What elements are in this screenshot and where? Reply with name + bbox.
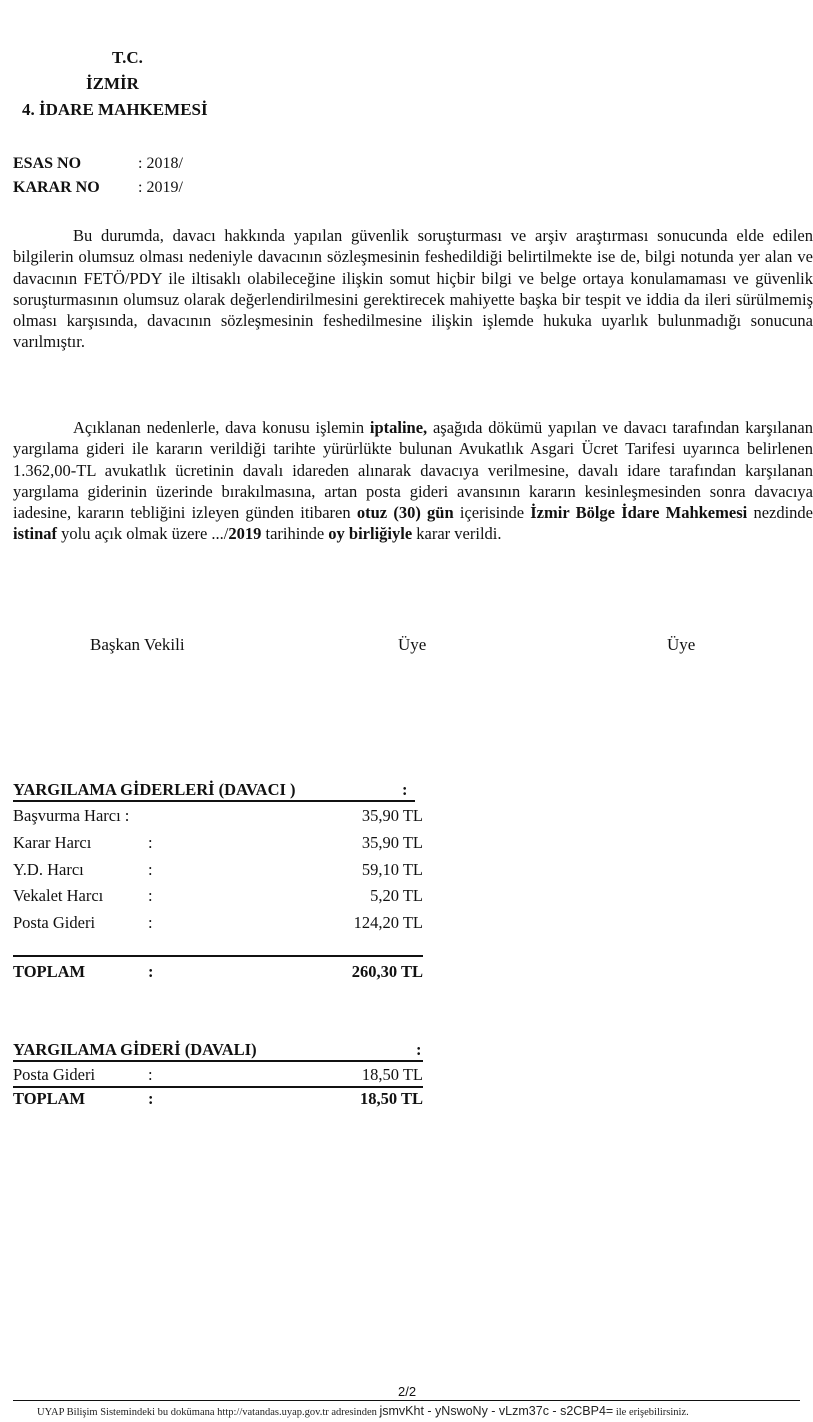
- expense-row: [13, 1065, 423, 1087]
- expense-label: Y.D. Harcı: [13, 860, 84, 879]
- signature-chair: Başkan Vekili: [90, 635, 185, 654]
- expense-row: [13, 886, 423, 908]
- total-label: TOPLAM: [13, 962, 86, 981]
- expense-label: Posta Gideri: [13, 913, 96, 932]
- expense-value: 35,90 TL: [361, 806, 423, 825]
- expense-colon: :: [148, 1065, 153, 1084]
- expense-label: Vekalet Harcı: [13, 886, 104, 905]
- paragraph-findings: Bu durumda, davacı hakkında yapılan güvenlik soruşturması ve arşiv araştırması sonucunda elde edilen bilgilerin olumsuz olması nedeniyle davacının sözleşmesinin feshedildiği belirtilmekte ise de, bilgi notunda yer alan ve davacının FETÖ/PDY ile iltisaklı olabileceğine ilişkin somut hiçbir bilgi ve belge ortaya konulamaması ve güvenlik soruşturmasının olumsuz olarak değerlendirilmesini gerektirecek mahiyette başka bir tespit ve iddia da ileri sürülmemiş olması karşısında, davacının sözleşmesinin feshedilmesine ilişkin işlemde hukuka uyarlık bulunmadığı sonucuna varılmıştır.: [13, 226, 813, 352]
- footer-rule: [13, 1400, 800, 1401]
- signature-member-1: Üye: [398, 635, 427, 654]
- davali-total-row: [13, 1089, 423, 1111]
- total-colon: :: [148, 962, 154, 981]
- court-name: 4. İDARE MAHKEMESİ: [22, 100, 208, 119]
- expense-row: [13, 833, 423, 855]
- karar-no-value: : 2019/: [138, 179, 183, 196]
- expense-row: [13, 860, 423, 882]
- total-value: 260,30 TL: [351, 962, 423, 981]
- karar-no-label: KARAR NO: [13, 179, 100, 196]
- davaci-total-rule: [13, 955, 423, 957]
- expense-colon: :: [148, 913, 153, 932]
- footer-code: jsmvKht - yNswoNy - vLzm37c - s2CBP4=: [379, 1404, 614, 1418]
- davali-title-underline: [13, 1060, 423, 1062]
- esas-no-value: : 2018/: [138, 155, 183, 172]
- expense-row: [13, 806, 423, 828]
- esas-no-label: ESAS NO: [13, 155, 82, 172]
- davaci-title-underline: [13, 800, 415, 802]
- davali-expenses-colon: :: [416, 1040, 422, 1059]
- expense-colon: :: [148, 860, 153, 879]
- paragraph-decision: Açıklanan nedenlerle, dava konusu işlemin iptaline, aşağıda dökümü yapılan ve davacı tarafından karşılanan yargılama gideri ile kararın verildiği tarihte yürürlükte bulunan Avukatlık Asgari Ücret Tarifesi uyarınca belirlenen 1.362,00-TL avukatlık ücretinin davalı idareden alınarak davacıya verilmesine, davalı idare tarafından karşılanan yargılama giderinin üzerinde bırakılmasına, artan posta gideri avansının kararın kesinleşmesinden sonra davacıya iadesine, kararın tebliğini izleyen günden itibaren otuz (30) gün içerisinde İzmir Bölge İdare Mahkemesi nezdinde istinaf yolu açık olmak üzere .../2019 tarihinde oy birliğiyle karar verildi.: [13, 418, 813, 544]
- header-city: İZMİR: [86, 74, 139, 93]
- total-colon: :: [148, 1089, 154, 1108]
- footer-suffix: ile erişebilirsiniz.: [615, 1407, 689, 1418]
- expense-label: Posta Gideri: [13, 1065, 96, 1084]
- footer-verification: [37, 1404, 689, 1418]
- expense-label: Karar Harcı: [13, 833, 92, 852]
- expense-value: 18,50 TL: [361, 1065, 423, 1084]
- expense-colon: :: [148, 833, 153, 852]
- davaci-expenses-title: YARGILAMA GİDERLERİ (DAVACI ): [13, 780, 296, 799]
- expense-value: 124,20 TL: [353, 913, 423, 932]
- expense-value: 59,10 TL: [361, 860, 423, 879]
- davali-total-rule: [13, 1086, 423, 1088]
- davaci-expenses-colon: :: [402, 780, 408, 799]
- signature-member-2: Üye: [667, 635, 696, 654]
- expense-colon: :: [148, 886, 153, 905]
- page-number: 2/2: [398, 1384, 417, 1399]
- total-label: TOPLAM: [13, 1089, 86, 1108]
- expense-value: 35,90 TL: [361, 833, 423, 852]
- expense-row: [13, 913, 423, 935]
- davaci-total-row: [13, 962, 423, 984]
- expense-value: 5,20 TL: [370, 886, 423, 905]
- davali-expenses-title: YARGILAMA GİDERİ (DAVALI): [13, 1040, 257, 1059]
- footer-prefix: UYAP Bilişim Sistemindeki bu dokümana http://vatandas.uyap.gov.tr adresinden: [37, 1407, 377, 1418]
- header-tc: T.C.: [112, 48, 143, 67]
- total-value: 18,50 TL: [360, 1089, 423, 1108]
- expense-label: Başvurma Harcı :: [13, 806, 130, 825]
